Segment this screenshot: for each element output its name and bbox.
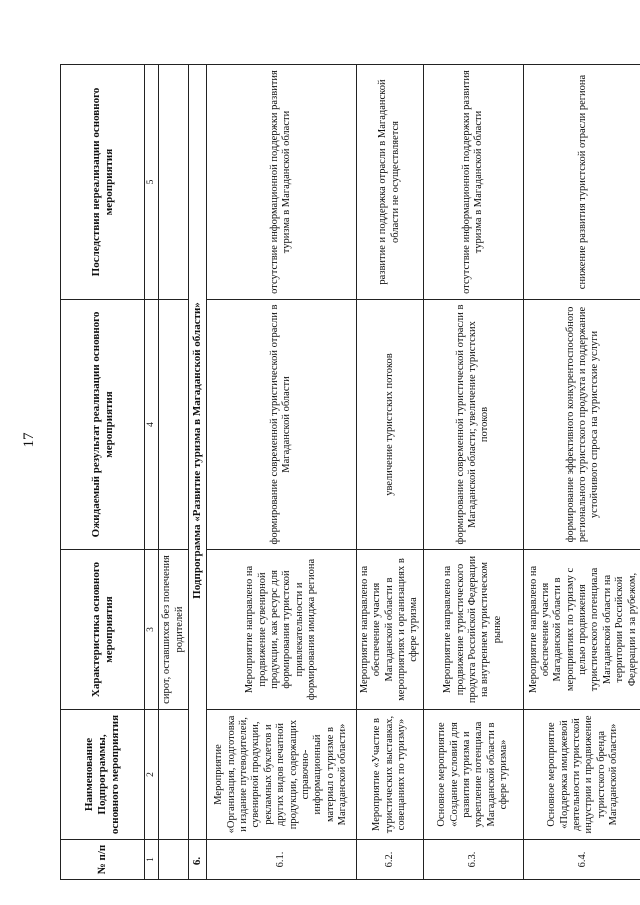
table-row [206,65,356,880]
col-number: 1 [145,840,159,880]
row-characteristic: Мероприятие направлено на продвижение туристического продукта Российской Федерации на внутреннем туристическом рынке [423,550,523,710]
table-row [423,65,523,880]
row-consequence: снижение развития туристской отрасли региона [523,65,640,300]
subprogram-row [188,65,206,880]
table-row [523,65,640,880]
row-consequence: отсутствие информационной поддержки развития туризма в Магаданской области [423,65,523,300]
continuation-text: сирот, оставшихся без попечения родителей [159,550,189,710]
row-name: Мероприятие «Участие в туристических выставках, совещаниях по туризму» [356,710,423,840]
row-characteristic: Мероприятие направлено на обеспечение участия Магаданской области в мероприятиях по туризму с целью продвижения туристического потенциала Магаданской области на территории Российской Федерации и за рубежом, [523,550,640,710]
col-number: 2 [145,710,159,840]
row-consequence: развитие и поддержка отрасли в Магаданской области не осуществляется [356,65,423,300]
row-result: увеличение туристских потоков [356,300,423,550]
row-result: формирование современной туристической отрасли в Магаданской области [206,300,356,550]
header-name: Наименование Подпрограммы, основного мероприятия [61,710,145,840]
row-name: Мероприятие «Организация, подготовка и издание путеводителей, сувенирной продукции, рекламных буклетов и других видов печатной продукции, содержащих справочно-информационный материал о туризме в Магаданской области» [206,710,356,840]
events-table [60,64,640,880]
column-number-row [145,65,159,880]
table-row [356,65,423,880]
row-name: Основное мероприятие «Создание условий для развития туризма и укрепление потенциала Магаданской области в сфере туризма» [423,710,523,840]
row-name: Основное мероприятие «Поддержка имиджевой деятельности туристской индустрии и продвижение туристского бренда Магаданской области» [523,710,640,840]
row-characteristic: Мероприятие направлено на обеспечение участия Магаданской области в мероприятиях и организациях в сфере туризма [356,550,423,710]
continuation-row [159,65,189,880]
header-row [61,65,145,880]
row-number: 6.4. [523,840,640,880]
rotated-page [60,65,638,880]
row-consequence: отсутствие информационной поддержки развития туризма в Магаданской области [206,65,356,300]
header-num: № п/п [61,840,145,880]
row-characteristic: Мероприятие направлено на продвижение сувенирной продукции, как ресурс для формирования туристской привлекательности и формирования имиджа региона [206,550,356,710]
header-characteristic: Характеристика основного мероприятия [61,550,145,710]
header-result: Ожидаемый результат реализации основного мероприятия [61,300,145,550]
subprogram-title: Подпрограмма «Развитие туризма в Магаданской области» [188,65,206,840]
row-result: формирование эффективного конкурентоспособного регионального туристского продукта и поддержание устойчивого спроса на туристские услуги [523,300,640,550]
col-number: 3 [145,550,159,710]
page-number: 17 [21,432,37,448]
col-number: 5 [145,65,159,300]
row-number: 6.3. [423,840,523,880]
header-consequence: Последствия нереализации основного мероприятия [61,65,145,300]
col-number: 4 [145,300,159,550]
row-result: формирование современной туристической отрасли в Магаданской области; увеличение туристских потоков [423,300,523,550]
row-number: 6.1. [206,840,356,880]
row-number: 6.2. [356,840,423,880]
subprogram-number: 6. [188,840,206,880]
